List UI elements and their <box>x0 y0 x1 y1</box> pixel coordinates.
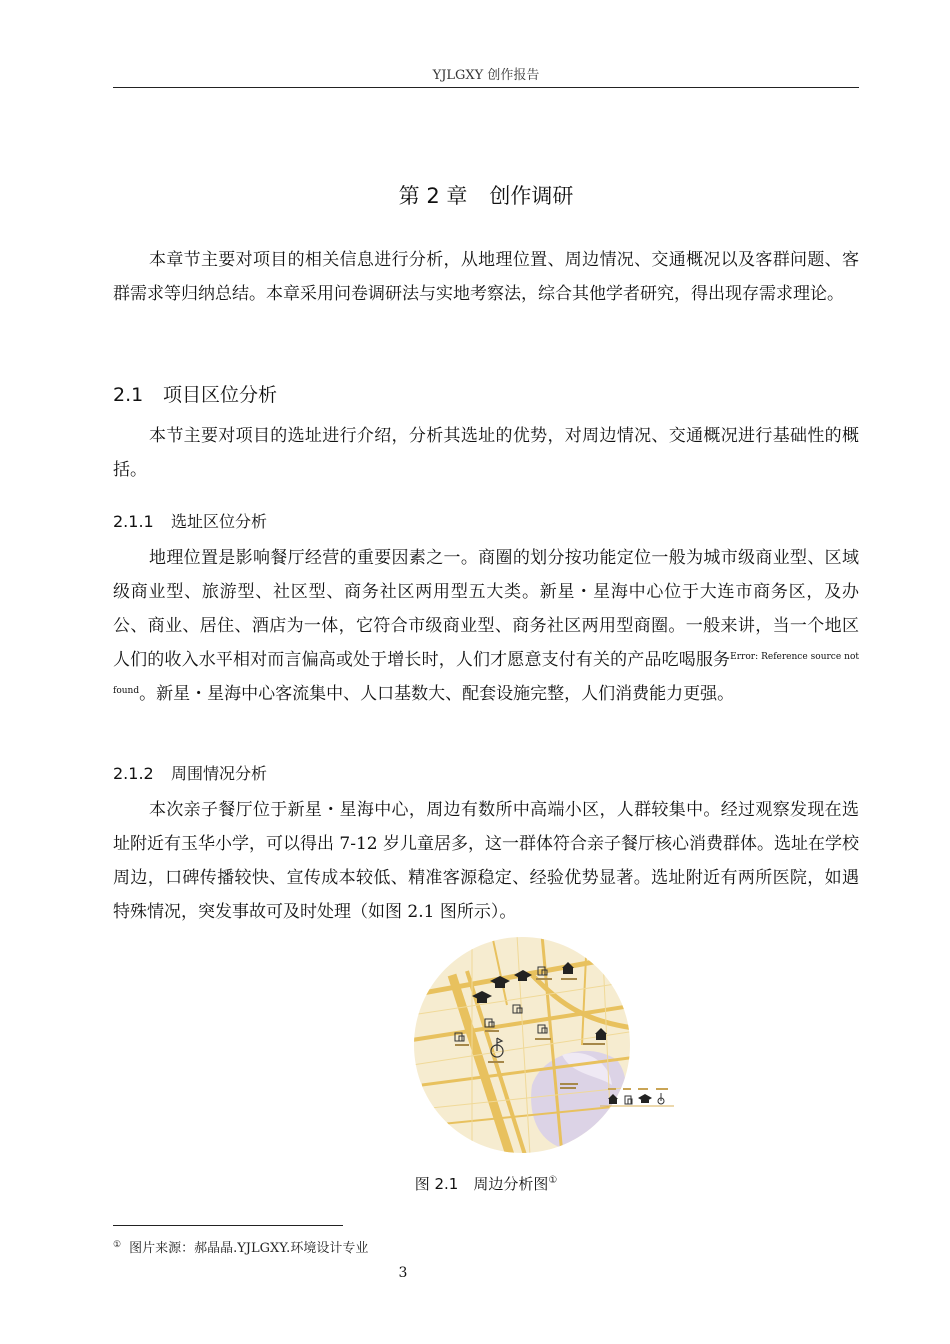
section-2-1-heading <box>113 380 277 407</box>
surrounding-analysis-map <box>412 935 674 1157</box>
caption-text: 图 2.1 周边分析图 <box>414 1175 549 1193</box>
chapter-title: 创作调研 <box>489 184 574 208</box>
page-number: 3 <box>398 1265 408 1281</box>
footnote <box>113 1237 368 1256</box>
reference-error: Error: Reference source not found <box>113 652 859 696</box>
footnote-mark: ① <box>113 1239 122 1250</box>
footnote-text: 图片来源：郝晶晶.YJLGXY.环境设计专业 <box>129 1241 369 1256</box>
section-2-1-2-heading <box>113 761 267 784</box>
section-2-1-2-body: 本次亲子餐厅位于新星・星海中心，周边有数所中高端小区，人群较集中。经过观察发现在选址附近有玉华小学，可以得出 7-12 岁儿童居多，这一群体符合亲子餐厅核心消费群体。选址在学校周边，口碑传播较快、宣传成本较低、精准客源稳定、经验优势显著。选址附近有两所医院，如遇特殊情况，突发事故可及时处理（如图 2.1 图所示）。 <box>113 800 859 922</box>
section-number: 2.1.1 <box>113 512 154 531</box>
chapter-label: 第 2 章 <box>398 184 468 208</box>
header-rule <box>113 87 859 88</box>
body-text: 。新星・星海中心客流集中、人口基数大、配套设施完整，人们消费能力更强。 <box>139 684 735 704</box>
map-image <box>412 935 674 1157</box>
footnote-rule <box>113 1225 343 1226</box>
caption-footnote-mark: ① <box>548 1175 558 1186</box>
intro-paragraph: 本章节主要对项目的相关信息进行分析，从地理位置、周边情况、交通概况以及客群问题、客群需求等归纳总结。本章采用问卷调研法与实地考察法，综合其他学者研究，得出现存需求理论。 <box>113 250 859 304</box>
figure-caption <box>113 1173 859 1194</box>
page-header: YJLGXY 创作报告 <box>432 68 540 83</box>
section-number: 2.1 <box>113 384 144 406</box>
section-number: 2.1.2 <box>113 764 154 783</box>
chapter-heading <box>113 180 859 210</box>
section-title: 选址区位分析 <box>171 512 268 531</box>
section-title: 项目区位分析 <box>163 384 278 406</box>
section-2-1-1-heading <box>113 509 267 532</box>
section-2-1-1-body <box>113 541 859 711</box>
body-text: 地理位置是影响餐厅经营的重要因素之一。商圈的划分按功能定位一般为城市级商业型、区域级商业型、旅游型、社区型、商务社区两用型五大类。新星・星海中心位于大连市商务区，及办公、商业、居住、酒店为一体，它符合市级商业型、商务社区两用型商圈。一般来讲，当一个地区人们的收入水平相对而言偏高或处于增长时，人们才愿意支付有关的产品吃喝服务 <box>113 548 859 670</box>
section-title: 周围情况分析 <box>171 764 268 783</box>
section-2-1-body: 本节主要对项目的选址进行介绍，分析其选址的优势，对周边情况、交通概况进行基础性的概括。 <box>113 426 859 480</box>
